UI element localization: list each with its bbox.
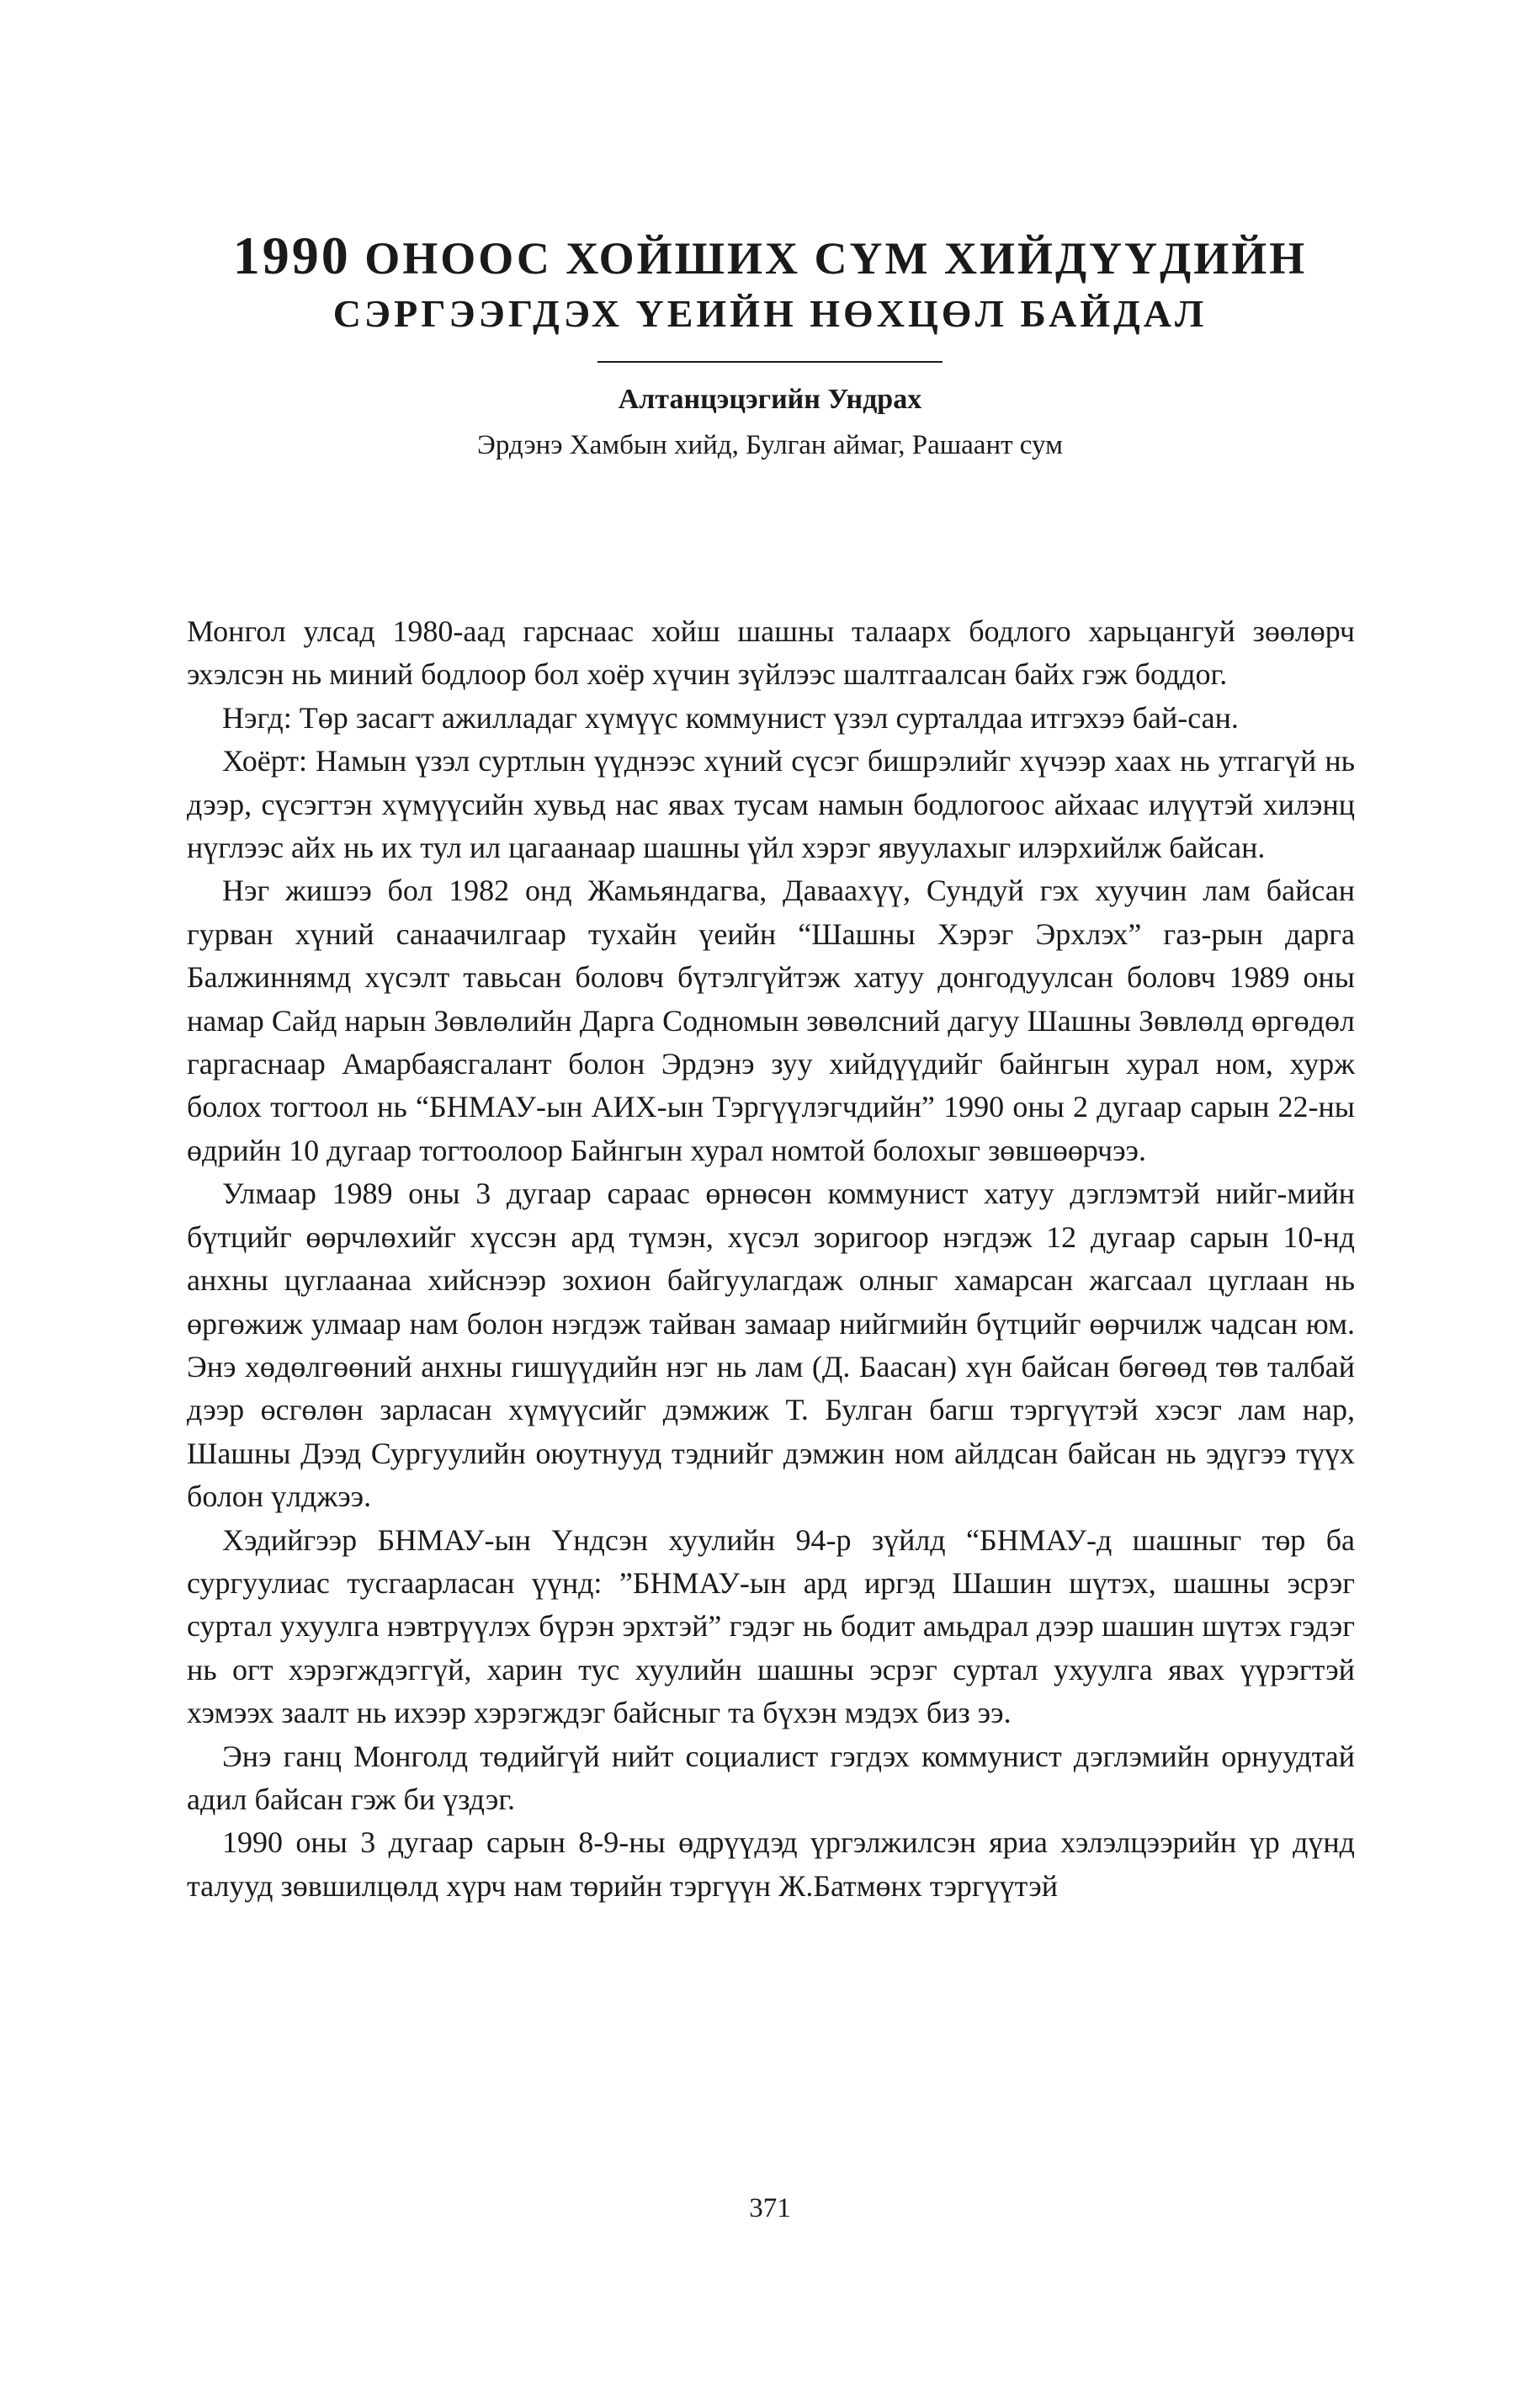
article-title-year: 1990 bbox=[232, 226, 351, 285]
article-title-line-1 bbox=[194, 227, 1346, 287]
article-body bbox=[187, 610, 1355, 1908]
paragraph: Нэгд: Төр засагт ажилладаг хүмүүс коммунист үзэл суртaлдаа итгэхээ бай-сан. bbox=[222, 700, 1239, 735]
title-divider bbox=[597, 361, 943, 363]
author-affiliation: Эрдэнэ Хамбын хийд, Булган аймаг, Рашаант сум bbox=[477, 430, 1063, 460]
article-title-line-2: СЭРГЭЭГДЭХ ҮЕИЙН НӨХЦӨЛ БАЙДАЛ bbox=[332, 292, 1208, 335]
paragraph: Монгол улсад 1980-аад гарснаас хойш шашны талаарх бодлого харьцангуй зөөлөрч эхэлсэн нь миний бодлоор бол хоёр хүчин зүйлээс шалтгаалсан байх гэж боддог. bbox=[187, 614, 1355, 692]
article-title-line-1-rest: ОНООС ХОЙШИХ СҮМ ХИЙДҮҮДИЙН bbox=[350, 233, 1308, 284]
page-number: 371 bbox=[749, 2193, 791, 2223]
paragraph: Хоёрт: Намын үзэл суртлын үүднээс хүний сүсэг бишрэлийг хүчээр хаах нь утгагүй нь дээр, сүсэгтэн хүмүүсийн хувьд нас явах тусам намын бодлогоос айхаас илүүтэй хилэнц нүглээс айх нь их тул ил цагаанаар шашны үйл хэрэг явуулахыг илэрхийлж байсан. bbox=[187, 744, 1355, 865]
paragraph: Улмаар 1989 оны 3 дугаар сараас өрнөсөн коммунист хатуу дэглэмтэй нийг-мийн бүтцийг өөрчлөхийг хүссэн ард түмэн, хүсэл зоригоор нэгдэж 12 дугаар сарын 10-нд анхны цуглаанаа хийснээр зохион байгуулагдаж олныг хамарсан жагсаал цуглаан нь өргөжиж улмаар нам болон нэгдэж тайван замаар нийгмийн бүтцийг өөрчилж чадсан юм. Энэ хөдөлгөөний анхны гишүүдийн нэг нь лам (Д. Баасан) хүн байсан бөгөөд төв талбай дээр өсгөлөн зарласан хүмүүсийг дэмжиж Т. Булган багш тэргүүтэй хэсэг лам нар, Шашны Дээд Сургуулийн оюутнууд тэднийг дэмжин ном айлдсан байсан нь эдүгээ түүх болон үлджээ. bbox=[187, 1177, 1355, 1514]
paragraph: 1990 оны 3 дугаар сарын 8-9-ны өдрүүдэд үргэлжилсэн яриа хэлэлцээрийн үр дүнд талууд зөвшилцөлд хүрч нам төрийн тэргүүн Ж.Батмөнх тэргүүтэй bbox=[187, 1825, 1355, 1903]
paragraph: Энэ ганц Монголд төдийгүй нийт социалист гэгдэх коммунист дэглэмийн орнуудтай адил байсан гэж би үздэг. bbox=[187, 1739, 1355, 1816]
paragraph: Нэг жишээ бол 1982 онд Жамьяндагва, Даваахүү, Сундуй гэх хуучин лам байсан гурван хүний санаачилгаар тухайн үеийн “Шашны Хэрэг Эрхлэх” газ-рын дарга Балжиннямд хүсэлт тавьсан боловч бүтэлгүйтэж хатуу донгодуулсан боловч 1989 оны намар Сайд нарын Зөвлөлийн Дарга Содномын зөвөлсний дагуу Шашны Зөвлөлд өргөдөл гаргаснаар Амарбаясгалант болон Эрдэнэ зуу хийдүүдийг байнгын хурал ном, хурж болох тогтоол нь “БНМАУ-ын АИХ-ын Тэргүүлэгчдийн” 1990 оны 2 дугаар сарын 22-ны өдрийн 10 дугаар тогтоолоор Байнгын хурал номтой болохыг зөвшөөрчээ. bbox=[187, 874, 1355, 1167]
paragraph: Хэдийгээр БНМАУ-ын Үндсэн хуулийн 94-р зүйлд “БНМАУ-д шашныг төр ба сургуулиас тусгаарласан үүнд: ”БНМАУ-ын ард иргэд Шашин шүтэх, шашны эсрэг суртал ухуулга нэвтрүүлэх бүрэн эрхтэй” гэдэг нь бодит амьдрал дээр шашин шүтэх гэдэг нь огт хэрэгждэггүй, харин тус хуулийн шашны эсрэг суртал ухуулга явах үүрэгтэй хэмээх заалт нь ихээр хэрэгждэг байсныг та бүхэн мэдэх биз ээ. bbox=[187, 1522, 1355, 1730]
author-name: Алтанцэцэгийн Ундрах bbox=[618, 384, 922, 415]
article-header bbox=[194, 227, 1346, 464]
